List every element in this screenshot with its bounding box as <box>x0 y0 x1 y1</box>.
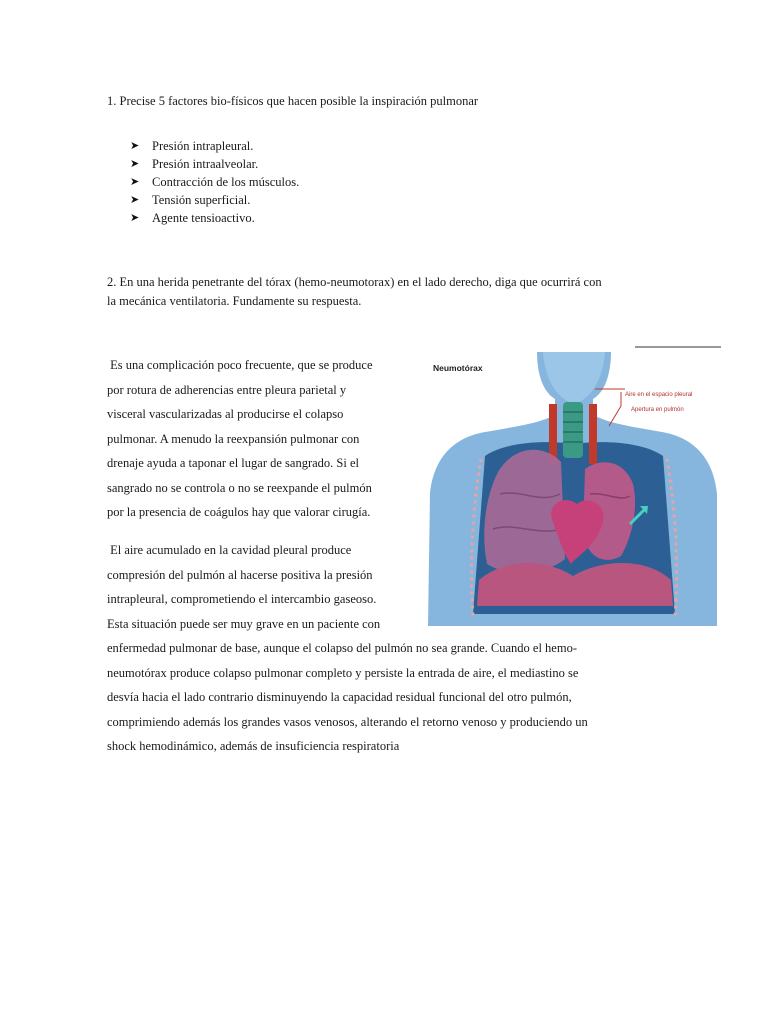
list-item: ➤ Agente tensioactivo. <box>130 211 255 225</box>
trachea <box>563 402 583 458</box>
answer-paragraph-2: El aire acumulado en la cavidad pleural produce compresión del pulmón al hacerse positiva la presión intrapleural, comprometiendo el intercambio gaseoso. Esta situación puede ser muy grave en un paciente con <box>107 543 381 631</box>
figure-label-opening: Apertura en pulmón <box>631 407 684 413</box>
answer-paragraph-1: Es una complicación poco frecuente, que se produce por rotura de adherencias entre pleura parietal y visceral vascularizadas al producirse el colapso pulmonar. A menudo la reexpansión pulmonar con drenaje ayuda a taponar el lugar de sangrado. Si el sangrado no se controla o no se reexpande el pulmón por la presencia de coágulos hay que valorar cirugía. <box>107 358 373 519</box>
question-1: 1. Precise 5 factores bio-físicos que hacen posible la inspiración pulmonar <box>107 94 479 108</box>
arrow-bullet-icon: ➤ <box>130 158 140 170</box>
thorax-diagram <box>425 344 721 626</box>
arrow-bullet-icon: ➤ <box>130 212 140 224</box>
arrow-bullet-icon: ➤ <box>130 194 140 206</box>
figure-label-air: Aire en el espacio pleural <box>625 392 693 398</box>
factors-list <box>130 137 299 227</box>
answer-paragraph-3: enfermedad pulmonar de base, aunque el colapso del pulmón no sea grande. Cuando el hemo- neumotórax produce colapso pulmonar completo y persiste la entrada de aire, el mediastino se desvía hacia el lado contrario disminuyendo la capacidad residual funcional del otro pulmón, comprimiendo además los grandes vasos venosos, alterando el retorno venoso y produciendo un shock hemodinámico, además de insuficiencia respiratoria <box>107 641 588 753</box>
figure-title: Neumotórax <box>433 363 483 373</box>
arrow-bullet-icon: ➤ <box>130 140 140 152</box>
pneumothorax-illustration <box>425 344 721 626</box>
arrow-bullet-icon: ➤ <box>130 176 140 188</box>
list-item: ➤ Contracción de los músculos. <box>130 175 300 189</box>
list-item: ➤ Tensión superficial. <box>130 193 251 207</box>
list-item: ➤ Presión intraalveolar. <box>130 157 259 171</box>
question-2: 2. En una herida penetrante del tórax (hemo-neumotorax) en el lado derecho, diga que ocurrirá con la mecánica ventilatoria. Fundamente su respuesta. <box>107 275 602 308</box>
list-item: ➤ Presión intrapleural. <box>130 139 254 153</box>
